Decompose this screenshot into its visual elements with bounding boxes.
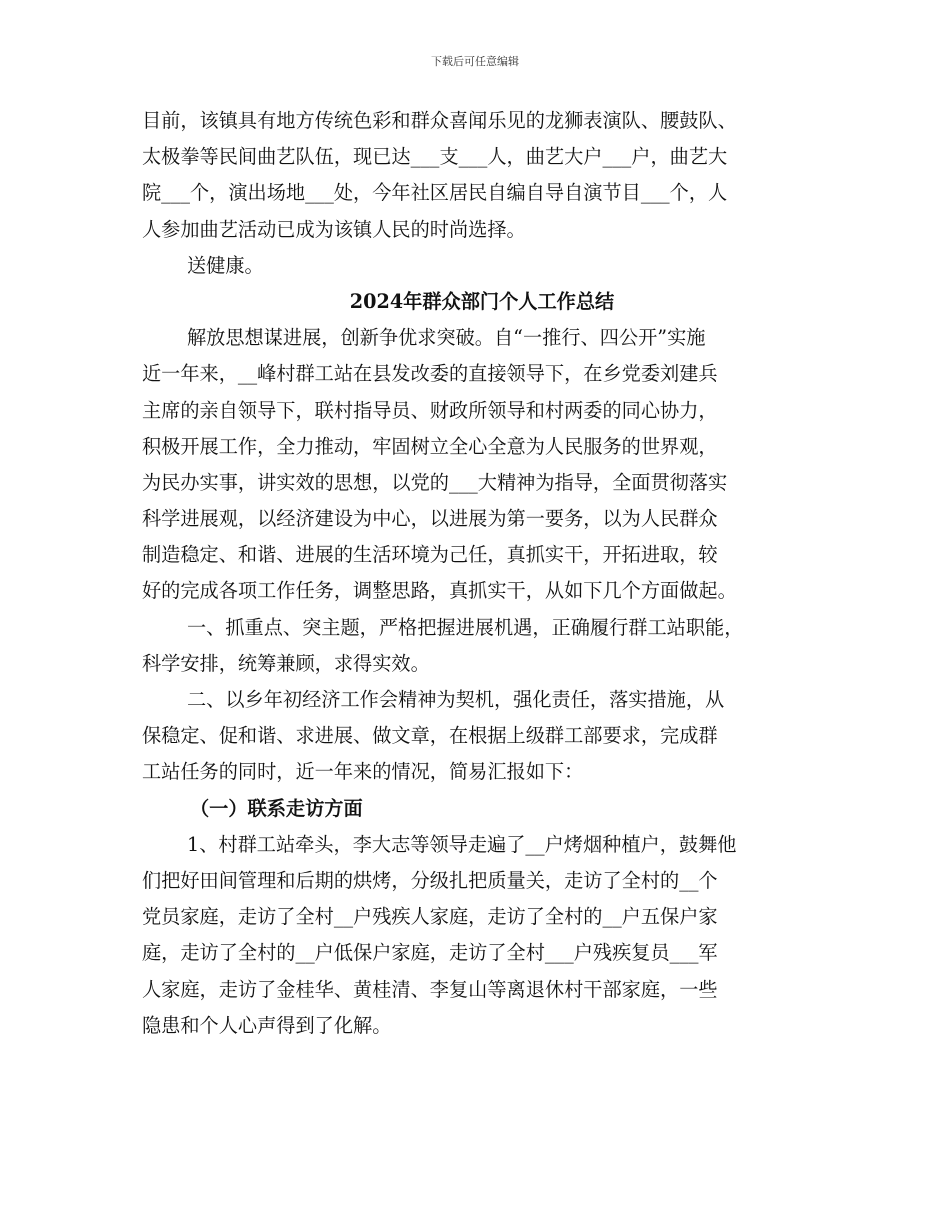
document-body [142,103,822,1044]
text-line: 人家庭，走访了金桂华、黄桂清、李复山等离退休村干部家庭，一些 [142,977,718,1001]
text-line: 科学进展观，以经济建设为中心，以进展为第一要务，以为人民群众 [142,507,718,531]
text-line: 隐患和个人心声得到了化解。 [142,1013,392,1037]
text-line: 近一年来，__峰村群工站在县发改委的直接领导下，在乡党委刘建兵 [142,362,718,386]
text-line: 们把好田间管理和后期的烘烤，分级扎把质量关，走访了全村的__个 [142,868,718,892]
text-line: 科学安排，统筹兼顾，求得实效。 [142,651,430,675]
text-line: 保稳定、促和谐、求进展、做文章，在根据上级群工部要求，完成群 [142,724,718,748]
text-line: 庭，走访了全村的__户低保户家庭，走访了全村___户残疾复员___军 [142,941,718,965]
text-line: 目前，该镇具有地方传统色彩和群众喜闻乐见的龙狮表演队、腰鼓队、 [142,109,737,132]
text-line: 主席的亲自领导下，联村指导员、财政所领导和村两委的同心协力， [142,398,718,422]
text-line: 工站任务的同时，近一年来的情况，简易汇报如下： [142,760,584,784]
subsection-heading: （一）联系走访方面 [190,796,363,820]
text-line: 1、村群工站牵头，李大志等领导走遍了__户烤烟种植户，鼓舞他 [187,832,737,856]
text-line: 二、以乡年初经济工作会精神为契机，强化责任，落实措施，从 [187,688,725,711]
text-line: 解放思想谋进展，创新争优求突破。自“一推行、四公开”实施 [187,326,706,350]
text-line: 积极开展工作，全力推动，牢固树立全心全意为人民服务的世界观， [142,434,718,458]
text-line: 好的完成各项工作任务，调整思路，真抓实干，从如下几个方面做起。 [142,579,737,603]
page-header: 下载后可任意编辑 [431,55,519,68]
text-line: 送健康。 [187,253,264,277]
text-line: 为民办实事，讲实效的思想，以党的___大精神为指导，全面贯彻落实 [142,470,728,494]
text-line: 党员家庭，走访了全村__户残疾人家庭，走访了全村的__户五保户家 [142,905,718,929]
text-line: 一、抓重点、突主题，严格把握进展机遇，正确履行群工站职能， [187,615,744,639]
section-title: 2024年群众部门个人工作总结 [349,289,615,313]
text-line: 人参加曲艺活动已成为该镇人民的时尚选择。 [142,217,526,241]
text-line: 太极拳等民间曲艺队伍，现已达___支___人，曲艺大户___户，曲艺大 [142,145,728,169]
text-line: 院___个，演出场地___处，今年社区居民自编自导自演节目___个，人 [142,181,728,205]
text-line: 制造稳定、和谐、进展的生活环境为己任，真抓实干，开拓进取，较 [142,543,718,567]
